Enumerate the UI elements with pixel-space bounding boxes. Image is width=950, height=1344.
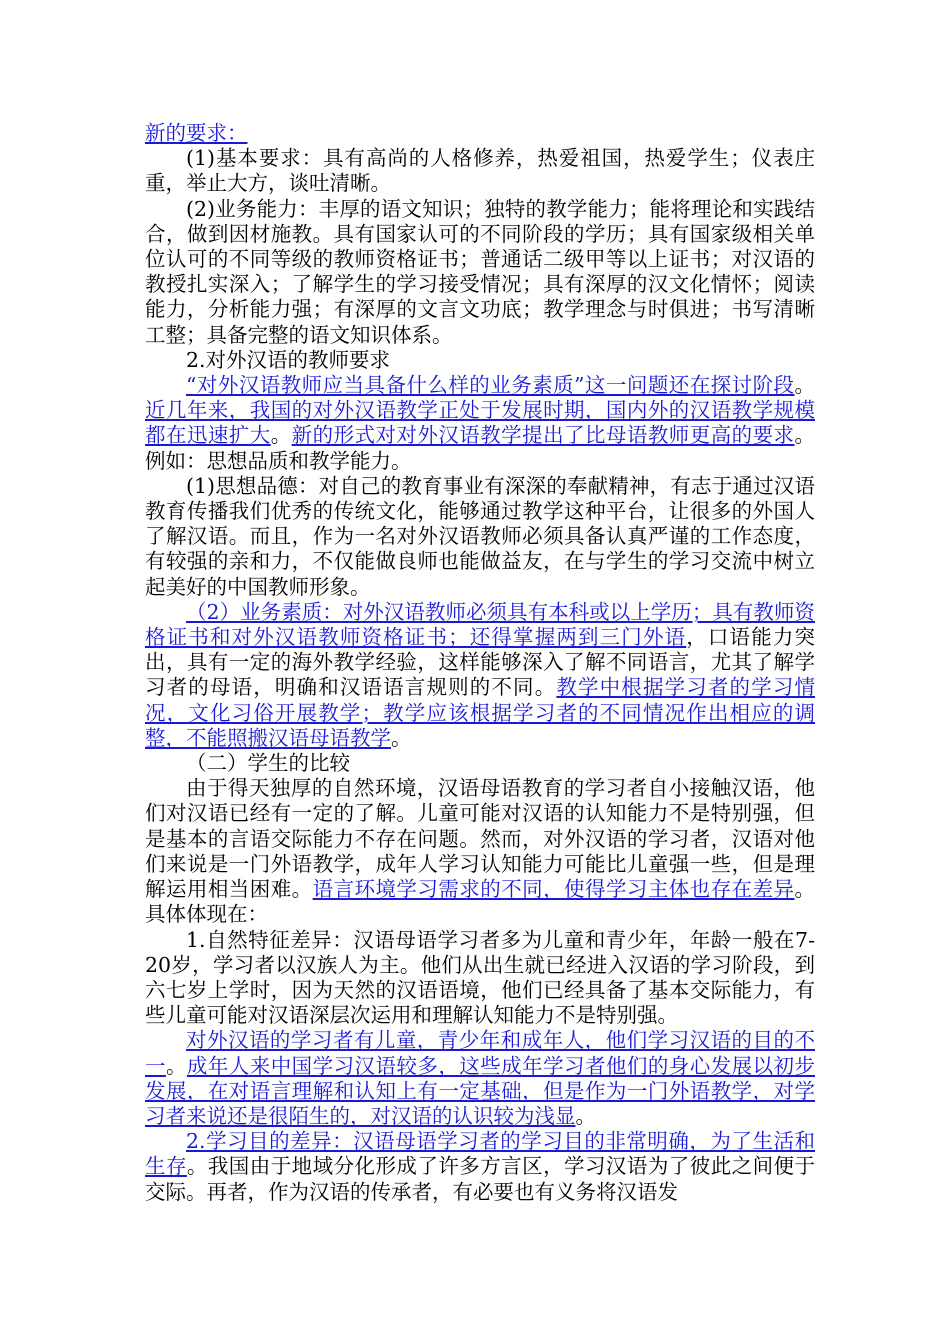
link-text[interactable]: “对外汉语教师应当具备什么样的业务素质”这一问题还在探讨阶段 (186, 373, 795, 398)
link-text[interactable]: 2.学习目的差异：汉语母语学习者的学习目的非常明确，为了生活和生存 (145, 1129, 815, 1179)
paragraph (145, 776, 815, 927)
paragraph (145, 600, 815, 751)
section-heading (145, 751, 815, 776)
body-text: 。具体体现在： (145, 877, 816, 927)
body-text: (1)基本要求：具有高尚的人格修养，热爱祖国，热爱学生；仪表庄重，举止大方，谈吐清晰。 (145, 146, 815, 196)
link-text[interactable]: 新的要求： (145, 121, 248, 145)
paragraph (145, 373, 815, 474)
paragraph (145, 1129, 815, 1205)
paragraph (145, 146, 815, 196)
body-text: 。 (575, 1103, 596, 1128)
section-heading (145, 348, 815, 373)
paragraph (145, 474, 815, 600)
document-body (145, 121, 815, 1205)
link-text[interactable]: （2）业务素质：对外汉语教师必须具有本科或以上学历；具有教师资格证书和对外汉语教师资格证书；还得掌握两到三门外语 (145, 599, 815, 650)
link-text[interactable]: 教学中根据学习者的学习情况，文化习俗开展教学；教学应该根据学习者的不同情况作出相应的调整，不能照搬汉语母语教学 (145, 675, 816, 750)
link-text[interactable]: 新的形式对对外汉语教学提出了比母语教师更高的要求 (291, 423, 795, 448)
link-text[interactable]: 成年人来中国学习汉语较多，这些成年学习者他们的身心发展以初步发展，在对语言理解和认知上有一定基础，但是作为一门外语教学，对学习者来说还是很陌生的，对汉语的认识较为浅显 (145, 1053, 816, 1128)
body-text: (1)思想品德：对自己的教育事业有深深的奉献精神，有志于通过汉语教育传播我们优秀的传统文化，能够通过教学这种平台，让很多的外国人了解汉语。而且，作为一名对外汉语教师必须具备认真严谨的工作态度，有较强的亲和力，不仅能做良师也能做益友，在与学生的学习交流中树立起美好的中国教师形象。 (145, 473, 815, 599)
paragraph (145, 1028, 815, 1129)
body-text: 。 (391, 725, 412, 750)
link-text[interactable]: 对外汉语的学习者有儿童，青少年和成年人，他们学习汉语的目的不一 (145, 1028, 815, 1078)
body-text: 1.自然特征差异：汉语母语学习者多为儿童和青少年，年龄一般在7-20岁，学习者以汉族人为主。他们从出生就已经进入汉语的学习阶段，到六七岁上学时，因为天然的汉语语境，他们已经具备了基本交际能力，有些儿童可能对汉语深层次运用和理解认知能力不是特别强。 (145, 927, 815, 1028)
body-text: ，口语能力突出，具有一定的海外教学经验，这样能够深入了解不同语言，尤其了解学习者的母语，明确和汉语语言规则的不同。 (145, 625, 815, 700)
heading-text: 2.对外汉语的教师要求 (186, 347, 391, 372)
paragraph (145, 121, 815, 146)
body-text: 。 (270, 423, 292, 448)
heading-text: （二）学生的比较 (186, 751, 350, 776)
link-text[interactable]: 近几年来，我国的对外汉语教学正处于发展时期，国内外的汉语教学规模都在迅速扩大 (145, 398, 815, 448)
body-text: 由于得天独厚的自然环境，汉语母语教育的学习者自小接触汉语，他们对汉语已经有一定的了解。儿童可能对汉语的认知能力不是特别强，但是基本的言语交际能力不存在问题。然而，对外汉语的学习者，汉语对他们来说是一门外语教学，成年人学习认知能力可能比儿童强一些，但是理解运用相当困难。 (145, 776, 815, 902)
body-text: (2)业务能力：丰厚的语文知识；独特的教学能力；能将理论和实践结合，做到因材施教。具有国家认可的不同阶段的学历；具有国家级相关单位认可的不同等级的教师资格证书；普通话二级甲等以上证书；对汉语的教授扎实深入；了解学生的学习接受情况；具有深厚的汉文化情怀；阅读能力，分析能力强；有深厚的文言文功底；教学理念与时俱进；书写清晰工整；具备完整的语文知识体系。 (145, 196, 815, 347)
body-text: 。 (794, 373, 815, 398)
body-text: 。 (165, 1053, 187, 1078)
paragraph (145, 928, 815, 1029)
body-text: 。我国由于地域分化形成了许多方言区，学习汉语为了彼此之间便于交际。再者，作为汉语的传承者，有必要也有义务将汉语发 (145, 1154, 816, 1204)
link-text[interactable]: 语言环境学习需求的不同，使得学习主体也存在差异 (312, 877, 795, 902)
paragraph (145, 197, 815, 348)
body-text: 。例如：思想品质和教学能力。 (145, 423, 816, 473)
